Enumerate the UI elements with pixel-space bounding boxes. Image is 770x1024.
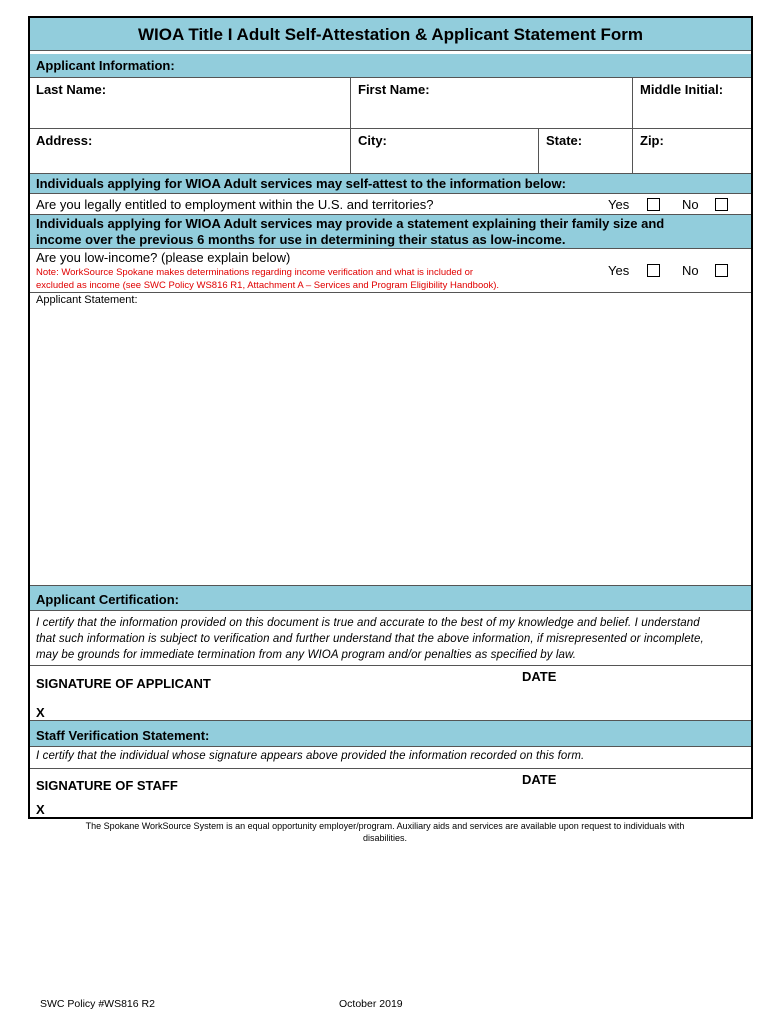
yes-label: Yes xyxy=(608,263,630,278)
state-label: State: xyxy=(546,133,583,148)
applicant-signature-x: X xyxy=(36,705,45,720)
certification-text-line3: may be grounds for immediate termination from any WIOA program and/or penalties as specified by law. xyxy=(36,649,577,661)
divider xyxy=(350,78,351,128)
divider xyxy=(632,128,633,173)
first-name-label: First Name: xyxy=(358,82,430,97)
form-title: WIOA Title I Adult Self-Attestation & Applicant Statement Form xyxy=(138,25,643,44)
certification-text-line1: I certify that the information provided on this document is true and accurate to the best of my knowledge and belief. I understand xyxy=(36,617,700,629)
form-frame xyxy=(28,16,753,819)
self-attest-header xyxy=(30,174,751,194)
applicant-statement-label: Applicant Statement: xyxy=(36,294,138,306)
applicant-date-label: DATE xyxy=(522,669,557,684)
eeo-line2: disabilities. xyxy=(362,833,408,843)
applicant-signature-label: SIGNATURE OF APPLICANT xyxy=(36,676,211,691)
policy-number: SWC Policy #WS816 R2 xyxy=(40,998,155,1010)
certification-title: Applicant Certification: xyxy=(36,592,180,607)
applicant-signature-field[interactable] xyxy=(50,693,510,718)
eeo-line1: The Spokane WorkSource System is an equal opportunity employer/program. Auxiliary aids and services are available upon request to individuals with xyxy=(85,821,685,831)
certification-text-line2: that such information is subject to verification and further understand that the above information, if misrepresented or incomplete, xyxy=(36,633,704,645)
applicant-statement-field[interactable] xyxy=(31,308,750,584)
zip-label: Zip: xyxy=(640,133,664,148)
divider xyxy=(350,128,351,173)
staff-title: Staff Verification Statement: xyxy=(36,728,210,743)
statement-title-line2: income over the previous 6 months for use in determining their status as low-income. xyxy=(36,232,566,247)
statement-header xyxy=(30,214,751,249)
low-income-question: Are you low-income? (please explain below) xyxy=(36,250,291,265)
applicant-info-title: Applicant Information: xyxy=(36,58,175,73)
title-bar xyxy=(30,18,751,51)
yes-label: Yes xyxy=(608,197,630,212)
divider xyxy=(30,292,751,293)
staff-signature-field[interactable] xyxy=(50,794,510,816)
low-income-yes-checkbox[interactable] xyxy=(647,264,660,277)
city-label: City: xyxy=(358,133,387,148)
revision-date: October 2019 xyxy=(339,998,403,1010)
legal-employment-yes-checkbox[interactable] xyxy=(647,198,660,211)
applicant-info-header xyxy=(30,54,751,78)
legal-employment-no-checkbox[interactable] xyxy=(715,198,728,211)
divider xyxy=(30,768,751,769)
staff-signature-x: X xyxy=(36,802,45,817)
legal-employment-question: Are you legally entitled to employment within the U.S. and territories? xyxy=(36,197,434,212)
applicant-date-field[interactable] xyxy=(570,668,740,693)
no-label: No xyxy=(682,263,699,278)
divider xyxy=(30,128,751,129)
no-label: No xyxy=(682,197,699,212)
address-label: Address: xyxy=(36,133,93,148)
divider xyxy=(30,665,751,666)
certification-header xyxy=(30,585,751,611)
last-name-label: Last Name: xyxy=(36,82,107,97)
eeo-statement xyxy=(0,821,770,843)
statement-title-line1: Individuals applying for WIOA Adult services may provide a statement explaining their family size and xyxy=(36,216,665,231)
self-attest-title: Individuals applying for WIOA Adult services may self-attest to the information below: xyxy=(36,176,566,191)
note-line2: excluded as income (see SWC Policy WS816 R1, Attachment A – Services and Program Eligibility Handbook). xyxy=(36,280,500,291)
low-income-no-checkbox[interactable] xyxy=(715,264,728,277)
note-line1: Note: WorkSource Spokane makes determinations regarding income verification and what is included or xyxy=(36,267,474,278)
staff-header xyxy=(30,720,751,747)
staff-text: I certify that the individual whose signature appears above provided the information recorded on this form. xyxy=(36,750,585,762)
middle-initial-label: Middle Initial: xyxy=(640,82,724,97)
divider xyxy=(538,128,539,173)
divider xyxy=(632,78,633,128)
staff-date-label: DATE xyxy=(522,772,557,787)
staff-date-field[interactable] xyxy=(570,770,740,795)
staff-signature-label: SIGNATURE OF STAFF xyxy=(36,778,178,793)
